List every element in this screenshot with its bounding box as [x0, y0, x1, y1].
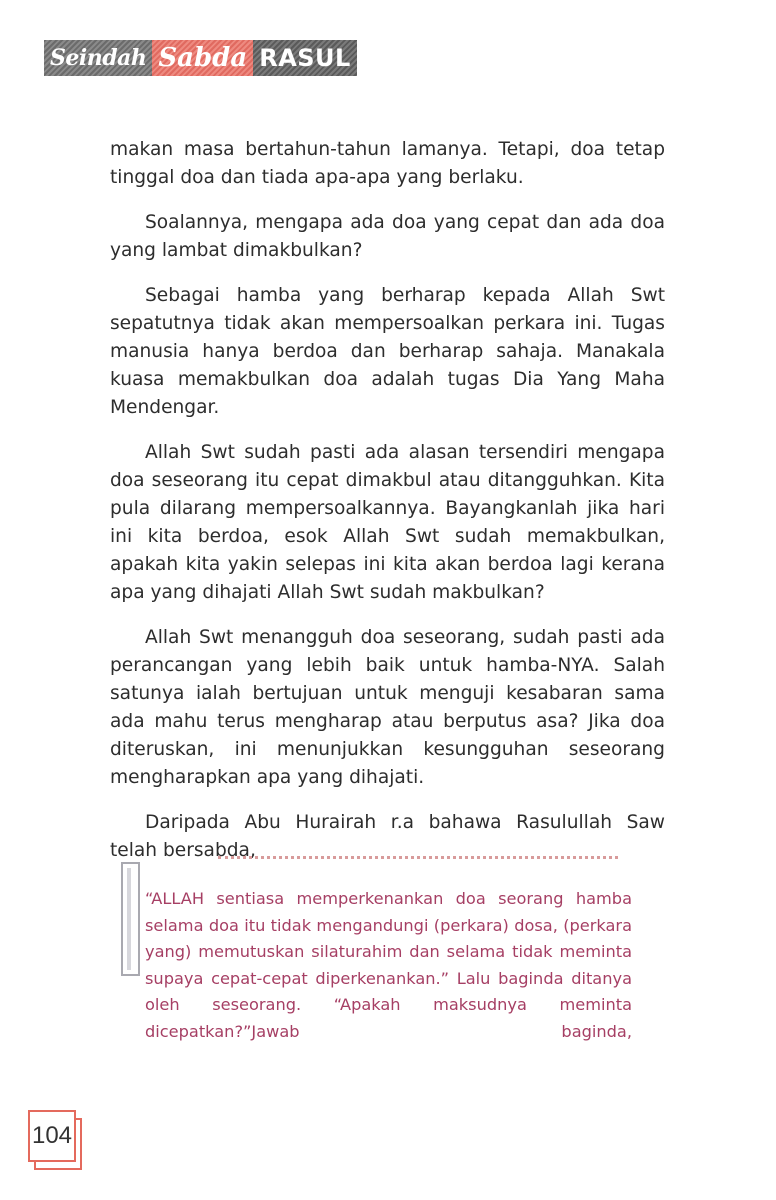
hadith-quote: “ALLAH sentiasa memperkenankan doa seorang hamba selama doa itu tidak mengandungi (perkara) dosa, (perkara yang) memutuskan silaturahim dan selama tidak meminta supaya cepat-cepat diperkenankan.” Lalu baginda ditanya oleh seseorang. “Apakah maksudnya meminta dicepatkan?”Jawab baginda,: [145, 889, 632, 1041]
body-text: [110, 136, 665, 882]
paragraph: Daripada Abu Hurairah r.a bahawa Rasulullah Saw telah bersabda,: [110, 812, 665, 861]
paragraph-continuation: makan masa bertahun-tahun lamanya. Tetapi, doa tetap tinggal doa dan tiada apa-apa yang berlaku.: [110, 139, 665, 188]
paragraph: Allah Swt sudah pasti ada alasan tersendiri mengapa doa seseorang itu cepat dimakbul atau ditangguhkan. Kita pula dilarang mempersoalkannya. Bayangkanlah jika hari ini kita berdoa, esok Allah Swt sudah memakbulkan, apakah kita yakin selepas ini kita akan berdoa lagi kerana apa yang dihajati Allah Swt sudah makbulkan?: [110, 442, 665, 603]
quote-bracket-decoration: [121, 862, 140, 976]
title-word-seindah: Seindah: [44, 40, 152, 76]
paragraph: Soalannya, mengapa ada doa yang cepat dan ada doa yang lambat dimakbulkan?: [110, 212, 665, 261]
title-word-sabda: Sabda: [152, 40, 253, 76]
paragraph: Allah Swt menangguh doa seseorang, sudah pasti ada perancangan yang lebih baik untuk hamba-NYA. Salah satunya ialah bertujuan untuk menguji kesabaran sama ada mahu terus mengharap atau berputus asa? Jika doa diteruskan, ini menunjukkan kesungguhan seseorang mengharapkan apa yang dihajati.: [110, 627, 665, 788]
page-number: 104: [28, 1110, 76, 1162]
title-word-rasul: RASUL: [253, 40, 357, 76]
book-title-banner: [44, 40, 357, 76]
quote-dotted-rule: [218, 856, 618, 859]
paragraph: Sebagai hamba yang berharap kepada Allah Swt sepatutnya tidak akan mempersoalkan perkara ini. Tugas manusia hanya berdoa dan berharap sahaja. Manakala kuasa memakbulkan doa adalah tugas Dia Yang Maha Mendengar.: [110, 285, 665, 418]
